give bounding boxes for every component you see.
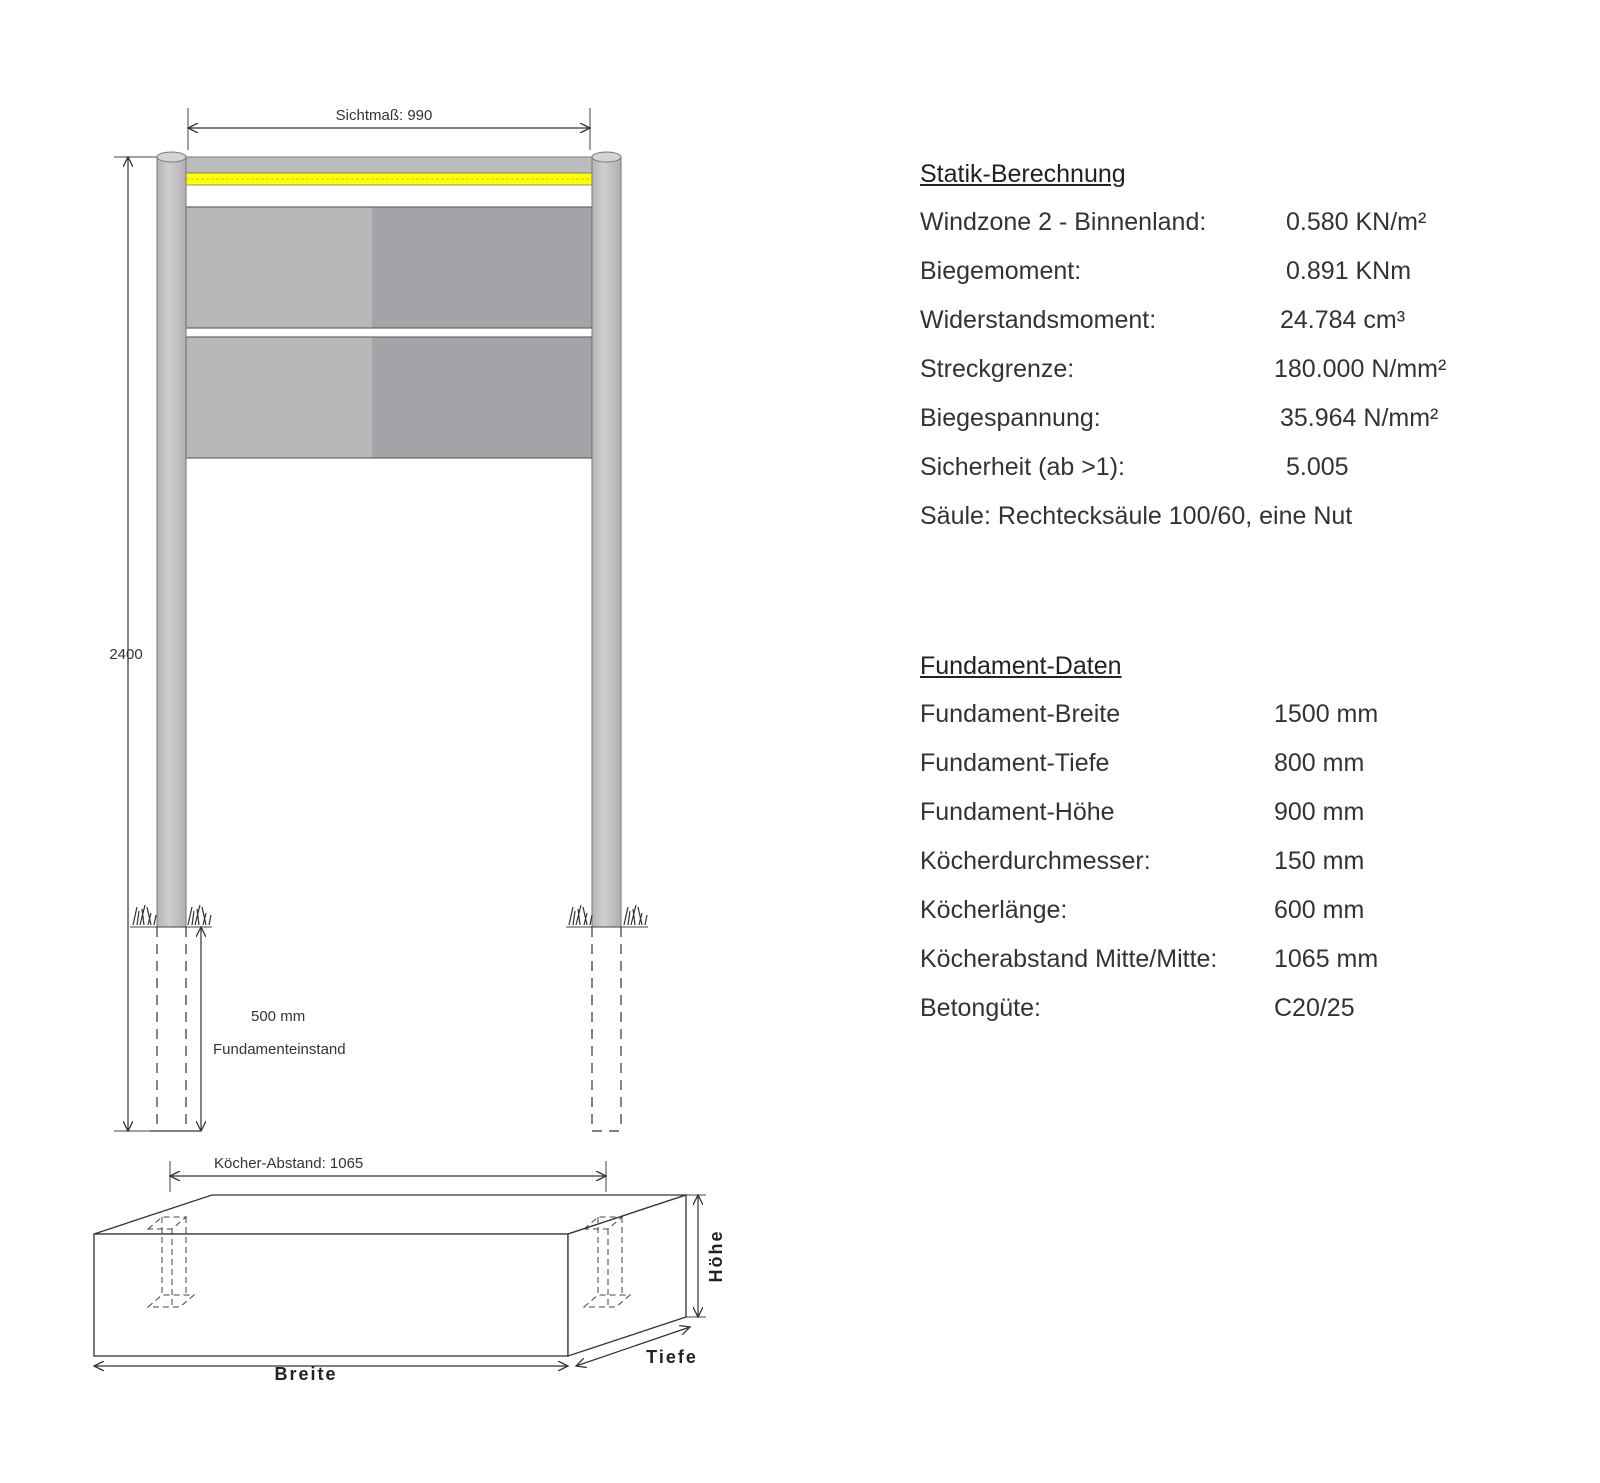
statik-row xyxy=(920,306,1560,336)
fundamenteinstand-dimension xyxy=(201,927,346,1131)
fundament-value: 150 mm xyxy=(1274,847,1365,875)
fundament-value: C20/25 xyxy=(1274,994,1355,1022)
post-underground-left xyxy=(157,927,186,1131)
fundament-value: 1065 mm xyxy=(1274,945,1379,973)
fundament-label: Fundament-Höhe xyxy=(920,798,1115,826)
statik-value: 24.784 cm³ xyxy=(1280,306,1406,334)
fundament-title: Fundament-Daten xyxy=(920,652,1122,680)
statik-value: 35.964 N/mm² xyxy=(1280,404,1439,432)
saeule-text: Säule: Rechtecksäule 100/60, eine Nut xyxy=(920,502,1353,530)
statik-label: Biegemoment: xyxy=(920,257,1082,285)
sign-panel-2 xyxy=(186,337,592,458)
breite-dimension xyxy=(94,1364,568,1384)
statik-value: 5.005 xyxy=(1286,453,1349,481)
statik-row xyxy=(920,453,1560,483)
statik-row xyxy=(920,404,1560,434)
fundament-label: Köcherabstand Mitte/Mitte: xyxy=(920,945,1218,973)
sign-header-bar xyxy=(186,157,592,185)
statik-label: Streckgrenze: xyxy=(920,355,1075,383)
fundament-label: Fundament-Breite xyxy=(920,700,1121,728)
fundamenteinstand-value: 500 mm xyxy=(251,1008,306,1025)
fundament-label: Fundament-Tiefe xyxy=(920,749,1110,777)
statik-value: 180.000 N/mm² xyxy=(1274,355,1447,383)
fundament-row xyxy=(920,945,1560,975)
saeule-row xyxy=(920,502,1560,532)
sign-panel-1 xyxy=(186,207,592,328)
sichtmass-label: Sichtmaß: 990 xyxy=(335,107,433,124)
sichtmass-dimension xyxy=(188,107,590,150)
fundament-value: 600 mm xyxy=(1274,896,1365,924)
fundament-row xyxy=(920,798,1560,828)
statik-value: 0.580 KN/m² xyxy=(1286,208,1427,236)
statik-label: Biegespannung: xyxy=(920,404,1101,432)
post-right xyxy=(592,152,621,927)
statik-panel xyxy=(920,160,1560,560)
fundament-row xyxy=(920,749,1560,779)
breite-label: Breite xyxy=(274,1364,338,1384)
fundament-value: 900 mm xyxy=(1274,798,1365,826)
statik-title: Statik-Berechnung xyxy=(920,160,1126,188)
fundamenteinstand-label: Fundamenteinstand xyxy=(213,1041,346,1058)
height-label: 2400 xyxy=(109,646,143,663)
height-dimension xyxy=(109,157,158,1131)
statik-label: Windzone 2 - Binnenland: xyxy=(920,208,1207,236)
fundament-row xyxy=(920,896,1560,926)
statik-value: 0.891 KNm xyxy=(1286,257,1412,285)
fundament-panel xyxy=(920,652,1560,1032)
hoehe-label: Höhe xyxy=(706,1229,726,1283)
statik-row xyxy=(920,208,1560,238)
fundament-row xyxy=(920,994,1560,1024)
hoehe-dimension xyxy=(686,1195,726,1317)
statik-row xyxy=(920,257,1560,287)
statik-label: Widerstandsmoment: xyxy=(920,306,1157,334)
fundament-label: Betongüte: xyxy=(920,994,1041,1022)
fundament-row xyxy=(920,700,1560,730)
fundament-label: Köcherlänge: xyxy=(920,896,1068,924)
koecher-abstand-label: Köcher-Abstand: 1065 xyxy=(214,1155,364,1172)
statik-label: Sicherheit (ab >1): xyxy=(920,453,1125,481)
koecher-abstand-dimension xyxy=(170,1155,606,1192)
post-underground-right xyxy=(592,927,621,1131)
fundament-value: 800 mm xyxy=(1274,749,1365,777)
tiefe-label: Tiefe xyxy=(646,1347,698,1367)
statik-row xyxy=(920,355,1560,385)
fundament-row xyxy=(920,847,1560,877)
fundament-value: 1500 mm xyxy=(1274,700,1379,728)
foundation-block xyxy=(94,1195,686,1356)
fundament-label: Köcherdurchmesser: xyxy=(920,847,1151,875)
post-left xyxy=(157,152,186,927)
